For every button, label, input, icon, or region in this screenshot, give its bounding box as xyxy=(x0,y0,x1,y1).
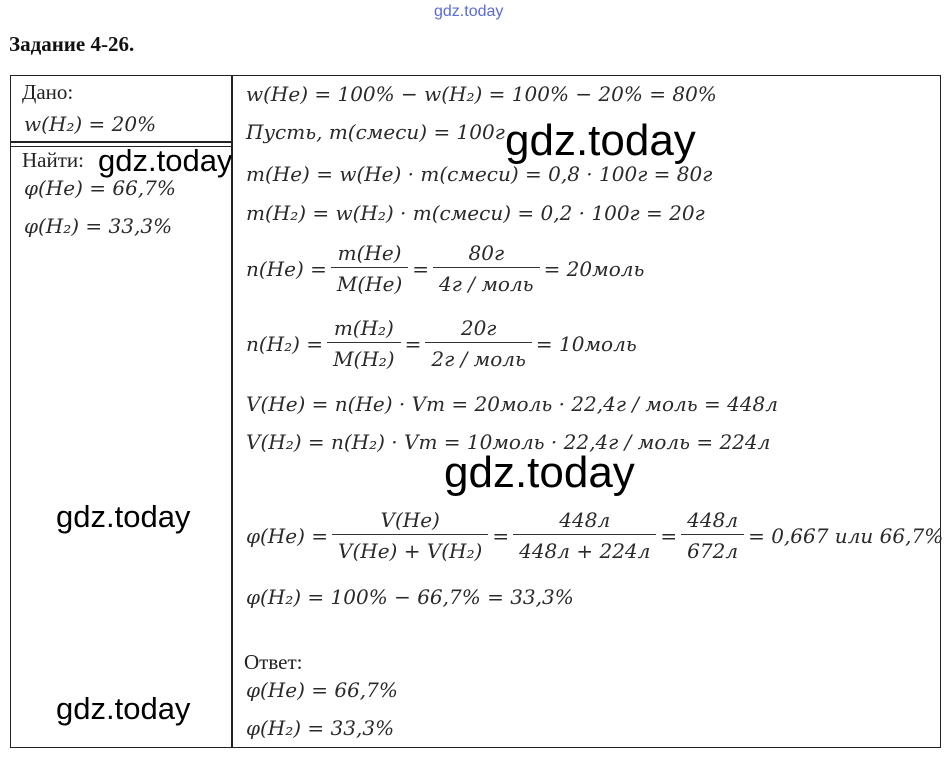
phi-lhs: φ(He) = xyxy=(246,523,329,548)
phi-fraction-2 xyxy=(513,508,656,563)
phi-f3-num: 448л xyxy=(681,508,744,535)
equation-phi-he xyxy=(246,508,943,563)
given-w-h2: w(H₂) = 20% xyxy=(24,112,157,136)
solution-line-m-he: m(He) = w(He) · m(смеси) = 0,8 · 100г = 80г xyxy=(246,162,713,186)
phi-eq-1: = xyxy=(492,523,510,548)
n-h2-f2-den: 2г / моль xyxy=(431,347,526,371)
n-h2-f1-num: m(H₂) xyxy=(327,316,401,343)
task-title: Задание 4-26. xyxy=(9,32,135,56)
equation-n-he xyxy=(246,241,644,296)
watermark: gdz.today xyxy=(444,448,635,497)
phi-f3-den: 672л xyxy=(687,539,739,563)
solution-line-w-he: w(He) = 100% − w(H₂) = 100% − 20% = 80% xyxy=(246,82,717,106)
n-h2-eq: = xyxy=(404,331,422,356)
n-he-f2-num: 80г xyxy=(433,241,540,268)
answer-label: Ответ: xyxy=(244,650,303,674)
solution-line-v-he: V(He) = n(He) · Vm = 20моль · 22,4г / моль = 448л xyxy=(246,392,779,416)
find-label: Найти: xyxy=(22,148,84,172)
n-h2-lhs: n(H₂) = xyxy=(246,331,324,356)
n-h2-f1-den: M(H₂) xyxy=(333,347,395,371)
n-he-eq: = xyxy=(412,256,430,281)
equation-n-h2 xyxy=(246,316,637,371)
n-h2-f2-num: 20г xyxy=(425,316,532,343)
n-h2-rhs: = 10моль xyxy=(535,331,637,356)
n-h2-fraction-1 xyxy=(327,316,401,371)
n-he-fraction-2 xyxy=(433,241,540,296)
phi-f2-num: 448л xyxy=(513,508,656,535)
watermark: gdz.today xyxy=(505,116,696,165)
n-he-f2-den: 4г / моль xyxy=(439,272,534,296)
n-h2-fraction-2 xyxy=(425,316,532,371)
n-he-lhs: n(He) = xyxy=(246,256,327,281)
phi-fraction-1 xyxy=(332,508,488,563)
phi-f1-num: V(He) xyxy=(332,508,488,535)
answer-phi-he: φ(He) = 66,7% xyxy=(246,678,398,702)
given-label: Дано: xyxy=(22,80,74,104)
answer-phi-h2: φ(H₂) = 33,3% xyxy=(246,716,395,740)
find-phi-he: φ(He) = 66,7% xyxy=(24,176,176,200)
watermark: gdz.today xyxy=(56,691,191,726)
n-he-f1-den: M(He) xyxy=(336,272,403,296)
n-he-f1-num: m(He) xyxy=(331,241,408,268)
n-he-rhs: = 20моль xyxy=(543,256,645,281)
watermark: gdz.today xyxy=(56,499,191,534)
find-phi-h2: φ(H₂) = 33,3% xyxy=(24,214,173,238)
watermark: gdz.today xyxy=(98,143,233,178)
phi-fraction-3 xyxy=(681,508,744,563)
solution-line-let: Пусть, m(смеси) = 100г xyxy=(246,120,505,144)
top-watermark-link[interactable]: gdz.today xyxy=(434,3,504,20)
n-he-fraction-1 xyxy=(331,241,408,296)
phi-eq-2: = xyxy=(660,523,678,548)
phi-rhs: = 0,667 или 66,7% xyxy=(748,523,944,548)
solution-line-v-h2: V(H₂) = n(H₂) · Vm = 10моль · 22,4г / моль = 224л xyxy=(246,430,771,454)
solution-line-phi-h2: φ(H₂) = 100% − 66,7% = 33,3% xyxy=(246,585,574,609)
solution-line-m-h2: m(H₂) = w(H₂) · m(смеси) = 0,2 · 100г = 20г xyxy=(246,201,705,225)
phi-f2-den: 448л + 224л xyxy=(519,539,651,563)
phi-f1-den: V(He) + V(H₂) xyxy=(338,539,483,563)
